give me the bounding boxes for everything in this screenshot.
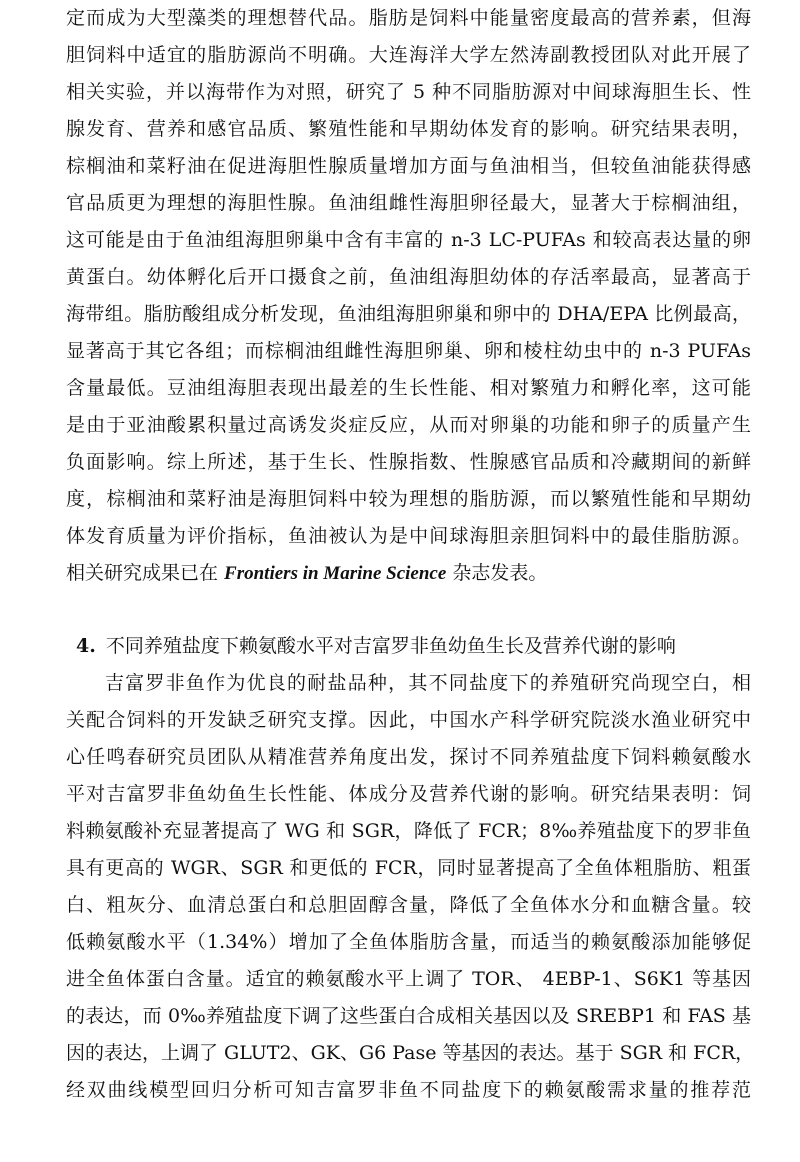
- paragraph-line: 腺发育、营养和感官品质、繁殖性能和早期幼体发育的影响。研究结果表明，: [66, 118, 751, 140]
- paragraph-line: 白、粗灰分、血清总蛋白和总胆固醇含量，降低了全鱼体水分和血糖含量。较: [66, 894, 751, 916]
- paragraph-line: 体发育质量为评价指标，鱼油被认为是中间球海胆亲胆饲料中的最佳脂肪源。: [66, 525, 751, 547]
- publication-suffix: 杂志发表。: [446, 562, 548, 584]
- paragraph-line: 海带组。脂肪酸组成分析发现，鱼油组海胆卵巢和卵中的 DHA/EPA 比例最高，: [66, 303, 751, 325]
- section-title: 不同养殖盐度下赖氨酸水平对吉富罗非鱼幼鱼生长及营养代谢的影响: [105, 635, 676, 657]
- paragraph-line: 具有更高的 WGR、SGR 和更低的 FCR，同时显著提高了全鱼体粗脂肪、粗蛋: [66, 857, 751, 879]
- paragraph-line: 因的表达，上调了 GLUT2、GK、G6 Pase 等基因的表达。基于 SGR 和 FCR，: [66, 1042, 755, 1064]
- journal-name: Frontiers in Marine Science: [224, 563, 447, 584]
- paragraph-line: 显著高于其它各组；而棕榈油组雌性海胆卵巢、卵和棱柱幼虫中的 n-3 PUFAs: [66, 340, 751, 362]
- paragraph-line: 含量最低。豆油组海胆表现出最差的生长性能、相对繁殖力和孵化率，这可能: [66, 377, 751, 399]
- section-heading: [76, 626, 756, 666]
- paragraph-line: 棕榈油和菜籽油在促进海胆性腺质量增加方面与鱼油相当，但较鱼油能获得感: [66, 155, 751, 177]
- paragraph-line: 料赖氨酸补充显著提高了 WG 和 SGR，降低了 FCR；8‰养殖盐度下的罗非鱼: [66, 820, 751, 842]
- paragraph-line: 是由于亚油酸累积量过高诱发炎症反应，从而对卵巢的功能和卵子的质量产生: [66, 414, 751, 436]
- paragraph-line: 相关实验，并以海带作为对照，研究了 5 种不同脂肪源对中间球海胆生长、性: [66, 81, 751, 103]
- paragraph-line: 低赖氨酸水平（1.34%）增加了全鱼体脂肪含量，而适当的赖氨酸添加能够促: [66, 931, 751, 953]
- paragraph-line: 的表达，而 0‰养殖盐度下调了这些蛋白合成相关基因以及 SREBP1 和 FAS 基: [66, 1005, 751, 1027]
- paragraph-line: 进全鱼体蛋白含量。适宜的赖氨酸水平上调了 TOR、 4EBP-1、S6K1 等基因: [66, 968, 751, 990]
- section-number: 4.: [76, 635, 96, 657]
- paragraph-line: 胆饲料中适宜的脂肪源尚不明确。大连海洋大学左然涛副教授团队对此开展了: [66, 44, 751, 66]
- paragraph-line: 官品质更为理想的海胆性腺。鱼油组雌性海胆卵径最大，显著大于棕榈油组，: [66, 192, 751, 214]
- paragraph-line: 经双曲线模型回归分析可知吉富罗非鱼不同盐度下的赖氨酸需求量的推荐范: [66, 1079, 751, 1101]
- paragraph-final-line: [66, 553, 751, 593]
- paragraph-line: 度，棕榈油和菜籽油是海胆饲料中较为理想的脂肪源，而以繁殖性能和早期幼: [66, 488, 751, 510]
- paragraph-line: 心任鸣春研究员团队从精准营养角度出发，探讨不同养殖盐度下饲料赖氨酸水: [66, 746, 751, 768]
- paragraph-line: 关配合饲料的开发缺乏研究支撑。因此，中国水产科学研究院淡水渔业研究中: [66, 709, 751, 731]
- paragraph-line: 黄蛋白。幼体孵化后开口摄食之前，鱼油组海胆幼体的存活率最高，显著高于: [66, 266, 751, 288]
- paragraph-line: 这可能是由于鱼油组海胆卵巢中含有丰富的 n-3 LC-PUFAs 和较高表达量的卵: [66, 229, 751, 251]
- paragraph-line: 负面影响。综上所述，基于生长、性腺指数、性腺感官品质和冷藏期间的新鲜: [66, 451, 751, 473]
- paragraph-first-line: 吉富罗非鱼作为优良的耐盐品种，其不同盐度下的养殖研究尚现空白，相: [105, 672, 751, 694]
- publication-prefix: 相关研究成果已在: [66, 562, 225, 584]
- paragraph-line: 定而成为大型藻类的理想替代品。脂肪是饲料中能量密度最高的营养素，但海: [66, 7, 751, 29]
- paragraph-line: 平对吉富罗非鱼幼鱼生长性能、体成分及营养代谢的影响。研究结果表明：饲: [66, 783, 751, 805]
